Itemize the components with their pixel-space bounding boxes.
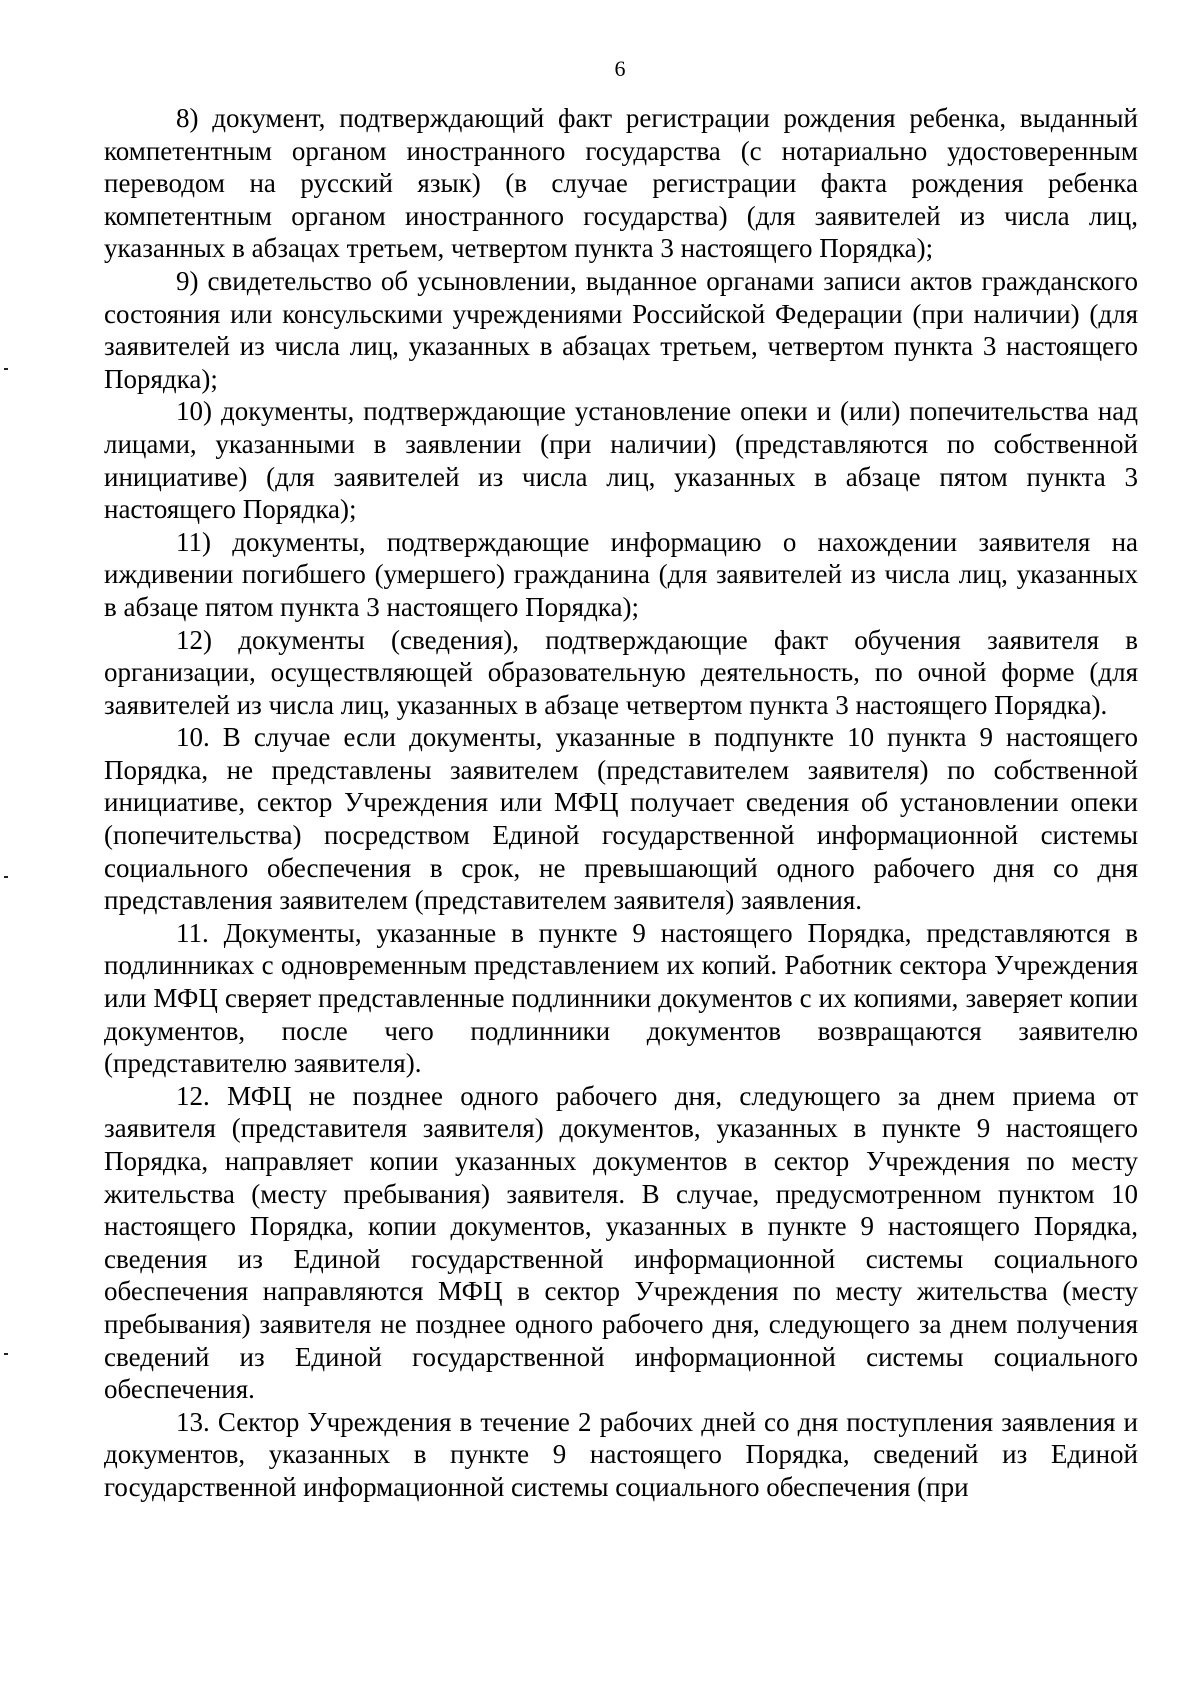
paragraph-item-12: 12) документы (сведения), подтверждающие факт обучения заявителя в организации, осуществляющей образовательную деятельность, по очной форме (для заявителей из числа лиц, указанных в абзаце четвертом пункта 3 настоящего Порядка). [104,624,1138,720]
scan-edge-mark [4,1353,8,1355]
paragraph-item-11: 11) документы, подтверждающие информацию о нахождении заявителя на иждивении погибшего (умершего) гражданина (для заявителей из числа лиц, указанных в абзаце пятом пункта 3 настоящего Порядка); [104,526,1138,622]
paragraph-clause-11: 11. Документы, указанные в пункте 9 настоящего Порядка, представляются в подлинниках с одновременным представлением их копий. Работник сектора Учреждения или МФЦ сверяет представленные подлинники документов с их копиями, заверяет копии документов, после чего подлинники документов возвращаются заявителю (представителю заявителя). [104,917,1138,1079]
paragraph-clause-12: 12. МФЦ не позднее одного рабочего дня, следующего за днем приема от заявителя (представителя заявителя) документов, указанных в пункте 9 настоящего Порядка, направляет копии указанных документов в сектор Учреждения по месту жительства (месту пребывания) заявителя. В случае, предусмотренном пунктом 10 настоящего Порядка, копии документов, указанных в пункте 9 настоящего Порядка, сведения из Единой государственной информационной системы социального обеспечения направляются МФЦ в сектор Учреждения по месту жительства (месту пребывания) заявителя не позднее одного рабочего дня, следующего за днем получения сведений из Единой государственной информационной системы социального обеспечения. [104,1080,1138,1405]
scan-edge-mark [4,876,8,878]
paragraph-clause-10: 10. В случае если документы, указанные в подпункте 10 пункта 9 настоящего Порядка, не представлены заявителем (представителем заявителя) по собственной инициативе, сектор Учреждения или МФЦ получает сведения об установлении опеки (попечительства) посредством Единой государственной информационной системы социального обеспечения в срок, не превышающий одного рабочего дня со дня представления заявителем (представителем заявителя) заявления. [104,722,1138,916]
paragraph-item-10: 10) документы, подтверждающие установление опеки и (или) попечительства над лицами, указанными в заявлении (при наличии) (представляются по собственной инициативе) (для заявителей из числа лиц, указанных в абзаце пятом пункта 3 настоящего Порядка); [104,396,1138,525]
scan-edge-mark [4,368,8,370]
paragraph-item-8: 8) документ, подтверждающий факт регистрации рождения ребенка, выданный компетентным органом иностранного государства (с нотариально удостоверенным переводом на русский язык) (в случае регистрации факта рождения ребенка компетентным органом иностранного государства) (для заявителей из числа лиц, указанных в абзацах третьем, четвертом пункта 3 настоящего Порядка); [104,103,1138,264]
page-number: 6 [614,56,626,81]
document-body [104,102,1138,1504]
paragraph-clause-13: 13. Сектор Учреждения в течение 2 рабочих дней со дня поступления заявления и документов, указанных в пункте 9 настоящего Порядка, сведений из Единой государственной информационной системы социального обеспечения (при [104,1406,1138,1502]
paragraph-item-9: 9) свидетельство об усыновлении, выданное органами записи актов гражданского состояния или консульскими учреждениями Российской Федерации (при наличии) (для заявителей из числа лиц, указанных в абзацах третьем, четвертом пункта 3 настоящего Порядка); [104,265,1138,394]
